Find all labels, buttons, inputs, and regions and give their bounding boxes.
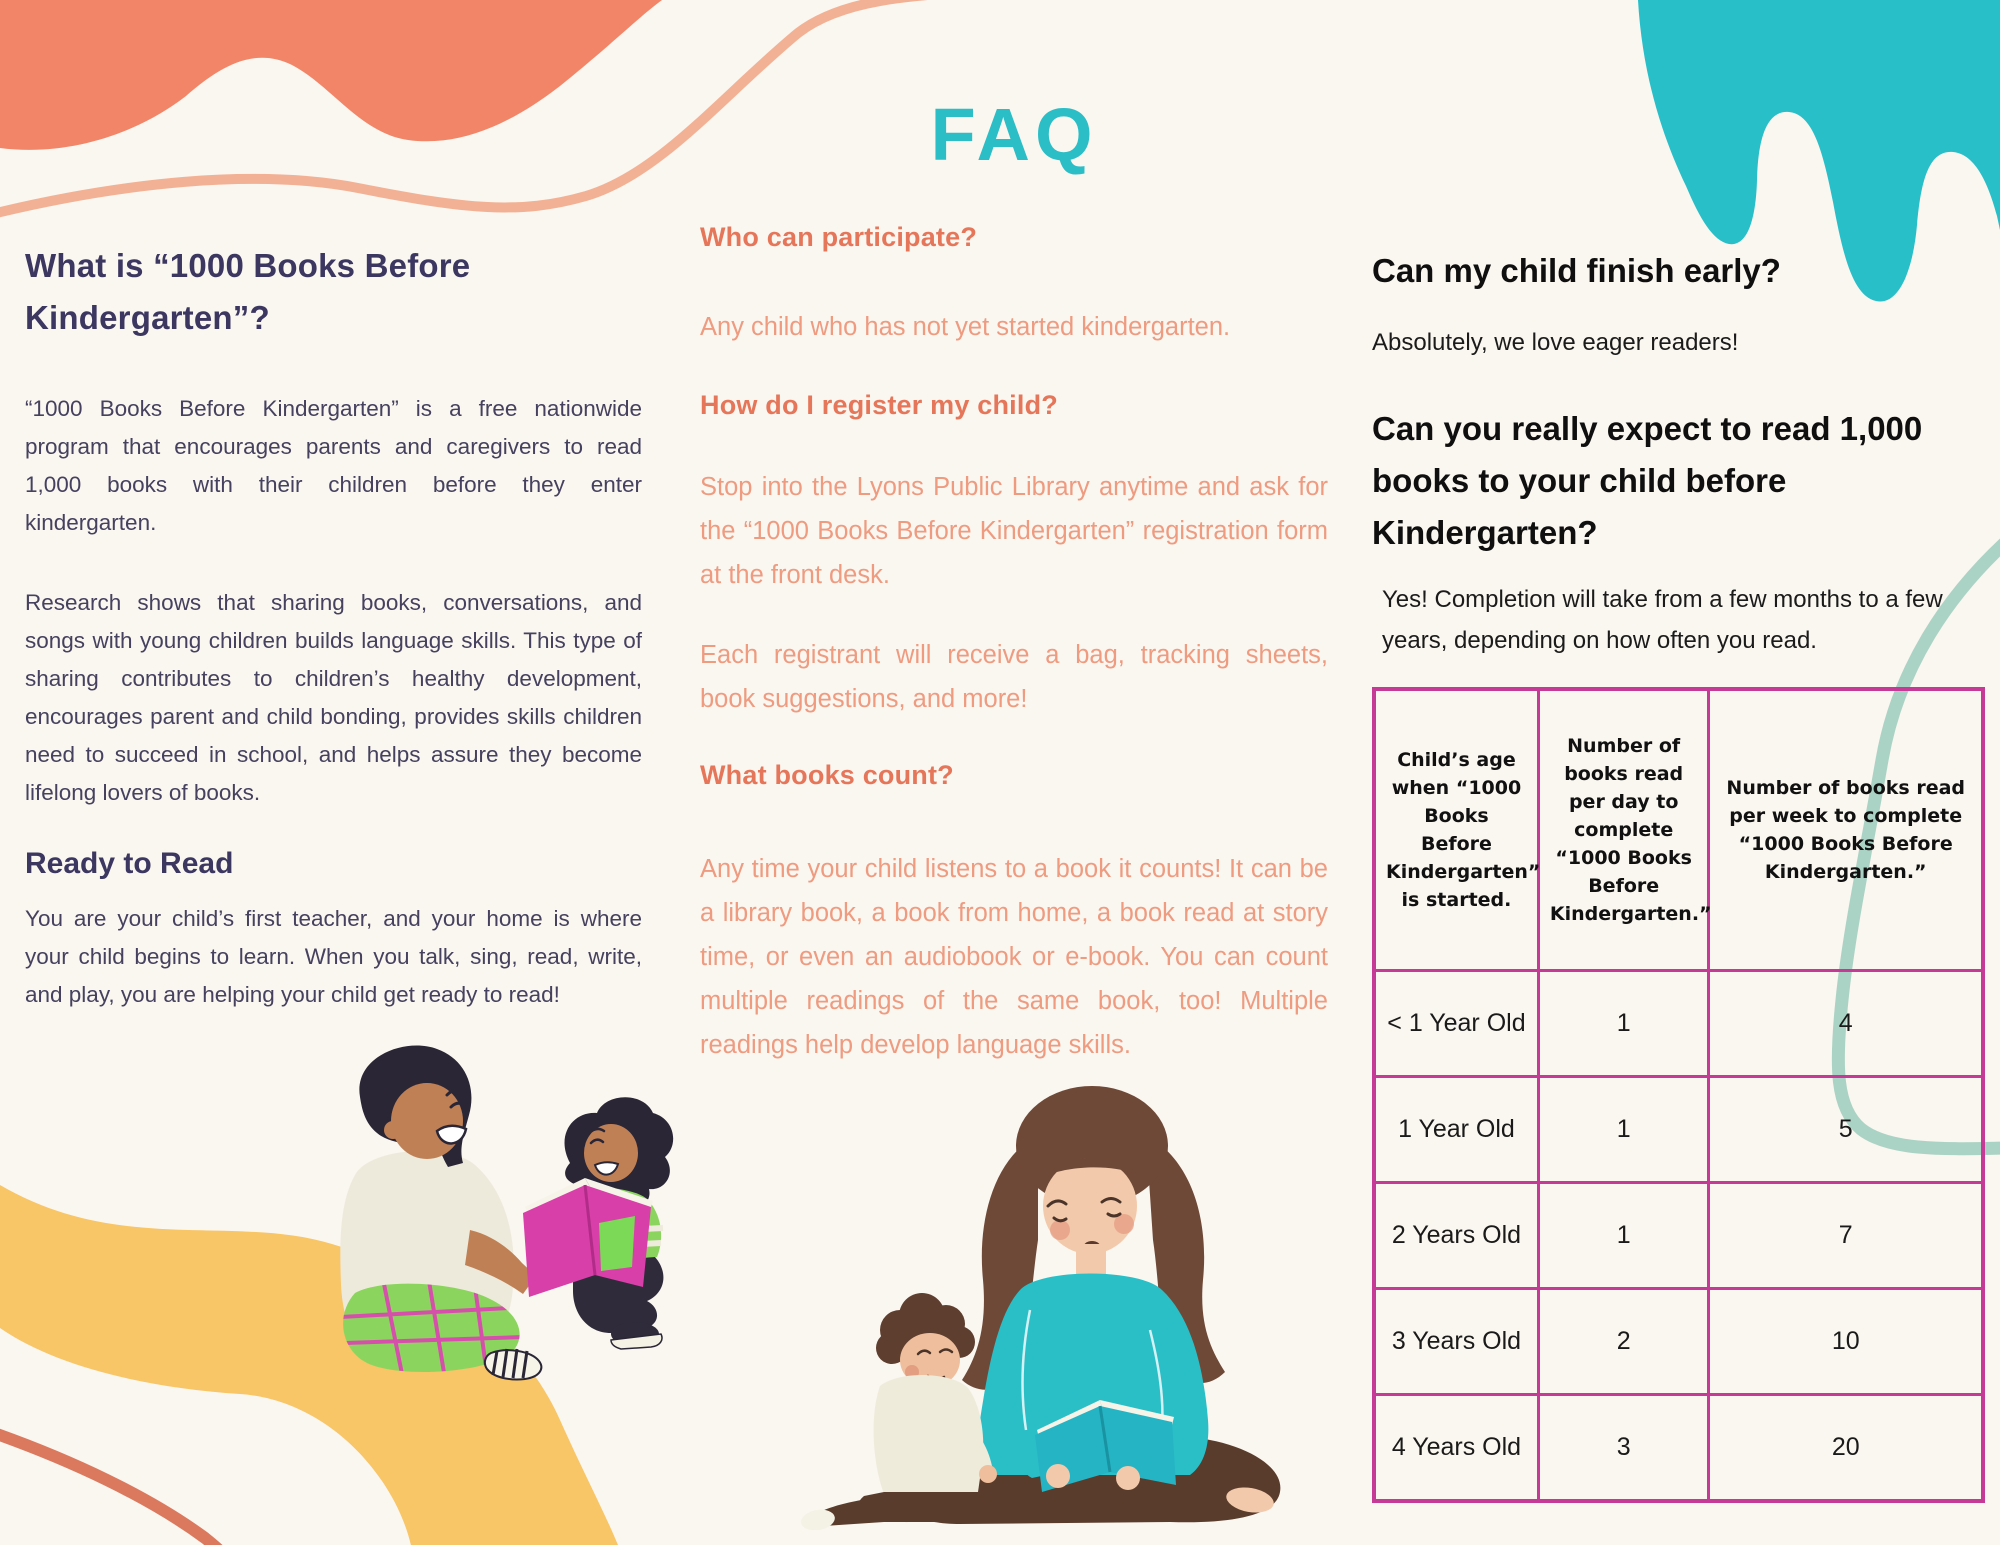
coral-wave-shape	[0, 0, 662, 150]
answer-how-register-2: Each registrant will receive a bag, tracking sheets, book suggestions, and more!	[700, 641, 1328, 713]
table-cell-per-day: 1	[1538, 1077, 1709, 1183]
spacer	[700, 791, 1328, 847]
left-heading-ready-to-read: Ready to Read	[25, 847, 234, 880]
left-panel	[25, 240, 642, 1014]
table-cell-age: 1 Year Old	[1374, 1077, 1538, 1183]
table-cell-per-week: 7	[1709, 1183, 1983, 1289]
table-row	[1374, 1289, 1983, 1395]
mother-boy-reading-illustration	[780, 1080, 1295, 1530]
right-paragraph-absolutely: Absolutely, we love eager readers!	[1372, 329, 1739, 356]
reading-pace-table	[1372, 687, 1985, 1503]
answer-who-can-participate: Any child who has not yet started kindergarten.	[700, 313, 1231, 341]
mom-face	[1043, 1158, 1137, 1254]
table-cell-per-week: 10	[1709, 1289, 1983, 1395]
spacer	[700, 721, 1328, 759]
dad-face	[391, 1083, 463, 1159]
table-cell-per-day: 3	[1538, 1395, 1709, 1502]
question-what-books-count: What books count?	[700, 760, 954, 790]
parent-child-reading-illustration	[255, 1035, 675, 1410]
table-header-per-week: Number of books read per week to complete “1000 Books Before Kindergarten.”	[1709, 689, 1983, 971]
table-cell-age: 4 Years Old	[1374, 1395, 1538, 1502]
spacer	[700, 597, 1328, 633]
table-cell-per-week: 5	[1709, 1077, 1983, 1183]
left-paragraph-research: Research shows that sharing books, conversations, and songs with young children builds language skills. This type of sharing contributes to children’s healthy development, encourages parent and child bonding, provides skills children need to succeed in school, and helps assure they become lifelong lovers of books.	[25, 590, 642, 805]
left-heading-what-is: What is “1000 Books Before Kindergarten”?	[25, 247, 471, 336]
table-row	[1374, 1395, 1983, 1502]
faq-title: FAQ	[930, 93, 1098, 176]
answer-how-register-1: Stop into the Lyons Public Library anytime and ask for the “1000 Books Before Kindergarten” registration form at the front desk.	[700, 473, 1328, 589]
table-cell-per-week: 20	[1709, 1395, 1983, 1502]
right-heading-finish-early: Can my child finish early?	[1372, 252, 1781, 289]
right-heading-really-expect: Can you really expect to read 1,000 books to your child before Kindergarten?	[1372, 410, 1923, 551]
table-header-row	[1374, 689, 1983, 971]
mom-neck	[1076, 1244, 1106, 1278]
boy-hand	[979, 1465, 997, 1483]
coral-line-bottom	[0, 1433, 228, 1545]
table-row	[1374, 1183, 1983, 1289]
table-cell-per-day: 1	[1538, 971, 1709, 1077]
table-cell-age: 3 Years Old	[1374, 1289, 1538, 1395]
spacer	[700, 421, 1328, 465]
pink-book-green-panel	[599, 1216, 635, 1271]
left-paragraph-program: “1000 Books Before Kindergarten” is a free nationwide program that encourages parents and caregivers to read 1,000 books with their children before they enter kindergarten.	[25, 396, 642, 535]
table-cell-age: < 1 Year Old	[1374, 971, 1538, 1077]
table-header-age: Child’s age when “1000 Books Before Kindergarten” is started.	[1374, 689, 1538, 971]
spacer	[700, 253, 1328, 305]
table-row	[1374, 1077, 1983, 1183]
middle-panel	[700, 95, 1328, 1067]
table-cell-per-week: 4	[1709, 971, 1983, 1077]
question-who-can-participate: Who can participate?	[700, 222, 978, 252]
table-row	[1374, 971, 1983, 1077]
right-panel	[1372, 248, 1990, 1503]
answer-what-books-count: Any time your child listens to a book it counts! It can be a library book, a book from home, a book read at story time, or even an audiobook or e-book. You can count multiple readings of the same book, too! Multiple readings help develop language skills.	[700, 855, 1328, 1059]
right-paragraph-yes-completion: Yes! Completion will take from a few months to a few years, depending on how often you read.	[1382, 586, 1943, 654]
table-cell-per-day: 2	[1538, 1289, 1709, 1395]
mom-blush-left	[1050, 1220, 1070, 1240]
mom-hand-left	[1046, 1464, 1070, 1488]
question-how-register: How do I register my child?	[700, 390, 1058, 420]
table-cell-per-day: 1	[1538, 1183, 1709, 1289]
table-cell-age: 2 Years Old	[1374, 1183, 1538, 1289]
left-paragraph-first-teacher: You are your child’s first teacher, and your home is where your child begins to learn. When you talk, sing, read, write, and play, you are helping your child get ready to read!	[25, 906, 642, 1007]
table-header-per-day: Number of books read per day to complete “1000 Books Before Kindergarten.”	[1538, 689, 1709, 971]
mom-hand-right	[1116, 1466, 1140, 1490]
spacer	[700, 349, 1328, 389]
dad-ear	[384, 1121, 402, 1139]
